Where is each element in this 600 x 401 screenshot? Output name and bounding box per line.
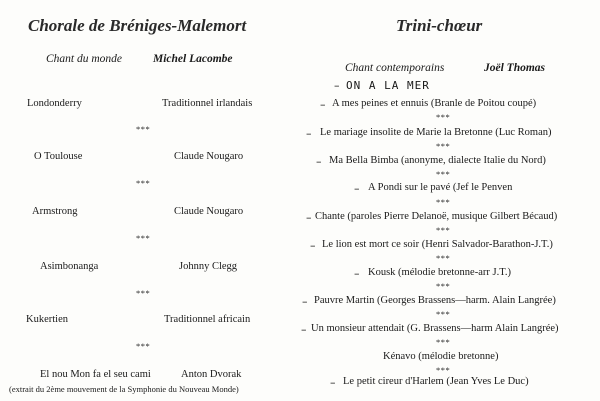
separator: *** — [436, 141, 451, 151]
left-song-composer: Claude Nougaro — [174, 206, 244, 217]
right-song: Un monsieur attendait (G. Brassens—harm Alain Langrée) — [311, 323, 559, 334]
left-song-title: Armstrong — [32, 206, 78, 217]
handwritten-note: ON A LA MER — [346, 79, 430, 92]
right-song: A Pondi sur le pavé (Jef le Penven — [368, 182, 513, 193]
dash-mark: – — [302, 295, 308, 308]
separator: *** — [436, 169, 451, 179]
separator: *** — [136, 178, 151, 188]
separator: *** — [136, 288, 151, 298]
right-song: Ma Bella Bimba (anonyme, dialecte Italie du Nord) — [329, 155, 546, 166]
separator: *** — [136, 233, 151, 243]
left-genre: Chant du monde — [46, 53, 123, 65]
dash-mark: – — [330, 376, 336, 389]
separator: *** — [436, 112, 451, 122]
dash-mark: – — [301, 323, 307, 336]
separator: *** — [436, 365, 451, 375]
dash-mark: – — [354, 267, 360, 280]
right-song: A mes peines et ennuis (Branle de Poitou coupé) — [332, 98, 537, 109]
dash-mark: – — [354, 182, 360, 195]
left-footnote: (extrait du 2ème mouvement de la Symphonie du Nouveau Monde) — [9, 384, 239, 394]
left-song-composer: Johnny Clegg — [179, 261, 238, 272]
separator: *** — [436, 225, 451, 235]
right-song: Kénavo (mélodie bretonne) — [383, 351, 499, 362]
right-genre: Chant contemporains — [345, 62, 445, 74]
left-song-title: El nou Mon fa el seu cami — [40, 369, 151, 380]
left-song-composer: Anton Dvorak — [181, 369, 242, 380]
dash-mark: – — [306, 211, 312, 224]
handwritten-dash: – — [334, 79, 340, 92]
separator: *** — [436, 253, 451, 263]
left-song-title: Londonderry — [27, 98, 82, 109]
right-song: Kousk (mélodie bretonne-arr J.T.) — [368, 267, 511, 278]
left-song-composer: Claude Nougaro — [174, 151, 244, 162]
right-song: Pauvre Martin (Georges Brassens—harm. Alain Langrée) — [314, 295, 556, 306]
left-song-title: O Toulouse — [34, 151, 83, 162]
right-song: Chante (paroles Pierre Delanoë, musique Gilbert Bécaud) — [315, 211, 558, 222]
right-song: Le petit cireur d'Harlem (Jean Yves Le Duc) — [343, 376, 529, 387]
dash-mark: – — [316, 155, 322, 168]
dash-mark: – — [320, 98, 326, 111]
separator: *** — [436, 337, 451, 347]
right-song: Le mariage insolite de Marie la Bretonne (Luc Roman) — [320, 127, 552, 138]
dash-mark: – — [310, 239, 316, 252]
left-song-composer: Traditionnel africain — [164, 314, 251, 325]
left-song-title: Asimbonanga — [40, 261, 99, 272]
separator: *** — [136, 341, 151, 351]
right-song: Le lion est mort ce soir (Henri Salvador-Barathon-J.T.) — [322, 239, 553, 250]
right-conductor: Joël Thomas — [484, 62, 546, 74]
left-choir-title: Chorale de Bréniges-Malemort — [28, 16, 247, 35]
left-song-title: Kukertien — [26, 314, 68, 325]
dash-mark: – — [306, 127, 312, 140]
separator: *** — [436, 309, 451, 319]
separator: *** — [436, 197, 451, 207]
left-conductor: Michel Lacombe — [153, 53, 233, 65]
separator: *** — [436, 281, 451, 291]
left-song-composer: Traditionnel irlandais — [162, 98, 253, 109]
right-choir-title: Trini-chœur — [396, 16, 483, 35]
separator: *** — [136, 124, 151, 134]
